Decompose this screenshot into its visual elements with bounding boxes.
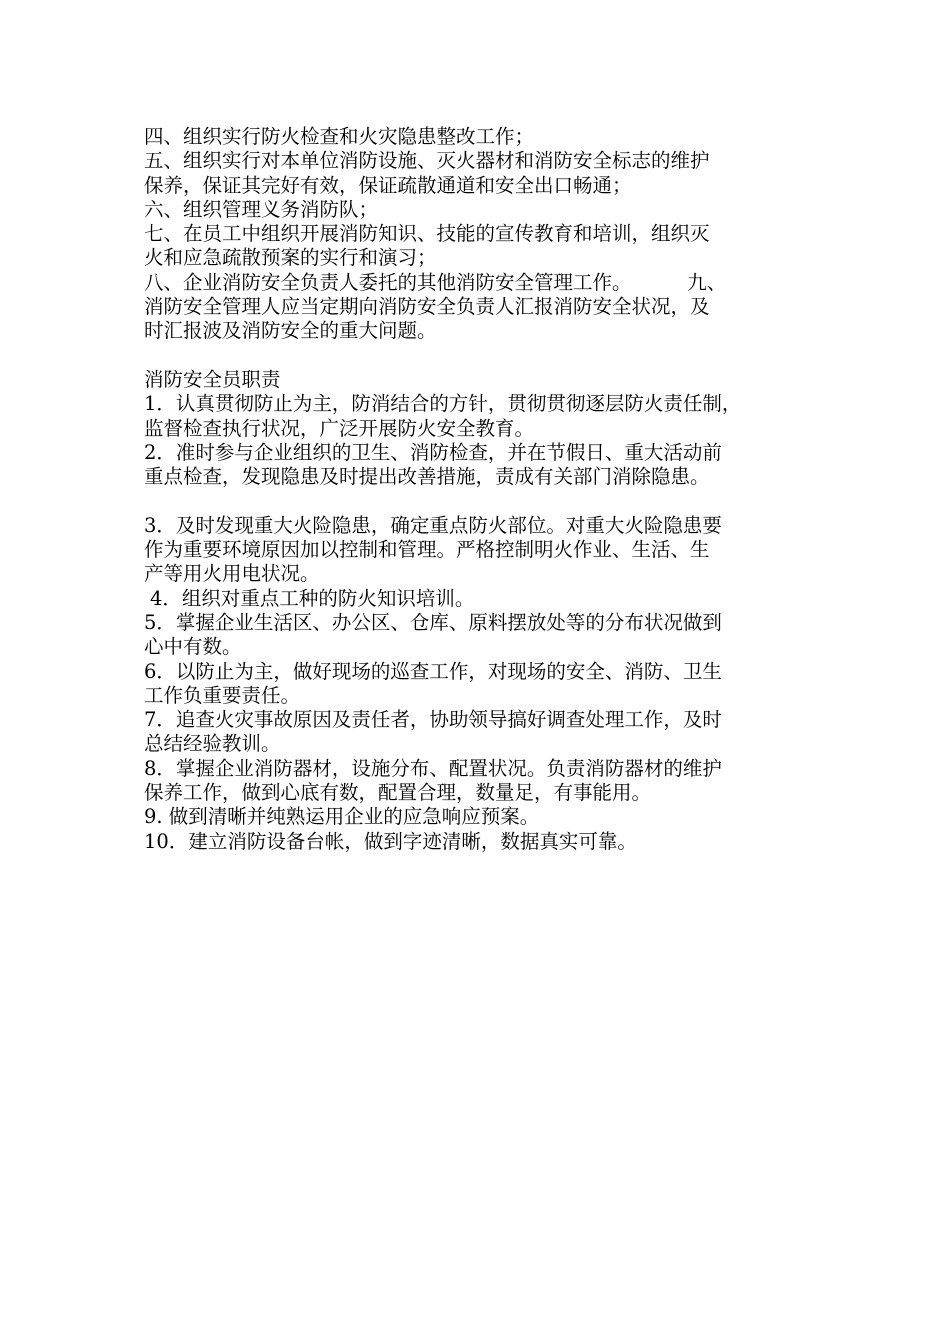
officer-item-3-line-1: 3．及时发现重大火险隐患，确定重点防火部位。对重大火险隐患要 [144, 513, 722, 537]
officer-item-3-line-3: 产等用火用电状况。 [144, 562, 320, 586]
blank-line [144, 344, 816, 368]
officer-item-4: 4．组织对重点工种的防火知识培训。 [150, 586, 475, 610]
safety-officer-section [144, 368, 816, 854]
duty-item-9-line-3: 时汇报波及消防安全的重大问题。 [144, 319, 437, 343]
officer-item-5-line-2: 心中有数。 [144, 635, 242, 659]
blank-line [144, 489, 816, 513]
officer-item-3-line-2: 作为重要环境原因加以控制和管理。严格控制明火作业、生活、生 [144, 538, 710, 562]
officer-item-2-line-2: 重点检查，发现隐患及时提出改善措施，责成有关部门消除隐患。 [144, 465, 710, 489]
section-heading: 消防安全员职责 [144, 367, 281, 391]
duty-item-5-line-2: 保养，保证其完好有效，保证疏散通道和安全出口畅通； [144, 173, 632, 197]
duty-item-6: 六、组织管理义务消防队； [144, 197, 379, 221]
officer-item-6-line-2: 工作负重要责任。 [144, 683, 301, 707]
officer-item-1-line-2: 监督检查执行状况，广泛开展防火安全教育。 [144, 416, 535, 440]
duty-item-5-line-1: 五、组织实行对本单位消防设施、灭火器材和消防安全标志的维护 [144, 149, 710, 173]
document-body [144, 125, 816, 854]
officer-item-5-line-1: 5．掌握企业生活区、办公区、仓库、原料摆放处等的分布状况做到 [144, 610, 722, 634]
duty-item-9-line-2: 消防安全管理人应当定期向消防安全负责人汇报消防安全状况，及 [144, 295, 710, 319]
duty-item-8-line-1: 八、企业消防安全负责人委托的其他消防安全管理工作。 九、 [144, 270, 727, 294]
officer-item-9: 9. 做到清晰并纯熟运用企业的应急响应预案。 [144, 805, 540, 829]
officer-item-10: 10．建立消防设备台帐，做到字迹清晰，数据真实可靠。 [144, 829, 637, 853]
officer-item-2-line-1: 2．准时参与企业组织的卫生、消防检查，并在节假日、重大活动前 [144, 440, 722, 464]
duty-item-7-line-2: 火和应急疏散预案的实行和演习； [144, 246, 437, 270]
officer-item-7-line-1: 7．追查火灾事故原因及责任者，协助领导搞好调查处理工作，及时 [144, 708, 722, 732]
officer-item-6-line-1: 6．以防止为主，做好现场的巡查工作，对现场的安全、消防、卫生 [144, 659, 722, 683]
officer-item-8-line-2: 保养工作，做到心底有数，配置合理，数量足，有事能用。 [144, 781, 652, 805]
officer-item-7-line-2: 总结经验教训。 [144, 732, 281, 756]
officer-item-1-line-1: 1．认真贯彻防止为主，防消结合的方针，贯彻贯彻逐层防火责任制， [144, 392, 742, 416]
management-duties-section [144, 125, 816, 344]
duty-item-4: 四、组织实行防火检查和火灾隐患整改工作； [144, 125, 535, 148]
duty-item-7-line-1: 七、在员工中组织开展消防知识、技能的宣传教育和培训，组织灭 [144, 222, 710, 246]
officer-item-8-line-1: 8．掌握企业消防器材，设施分布、配置状况。负责消防器材的维护 [144, 756, 722, 780]
